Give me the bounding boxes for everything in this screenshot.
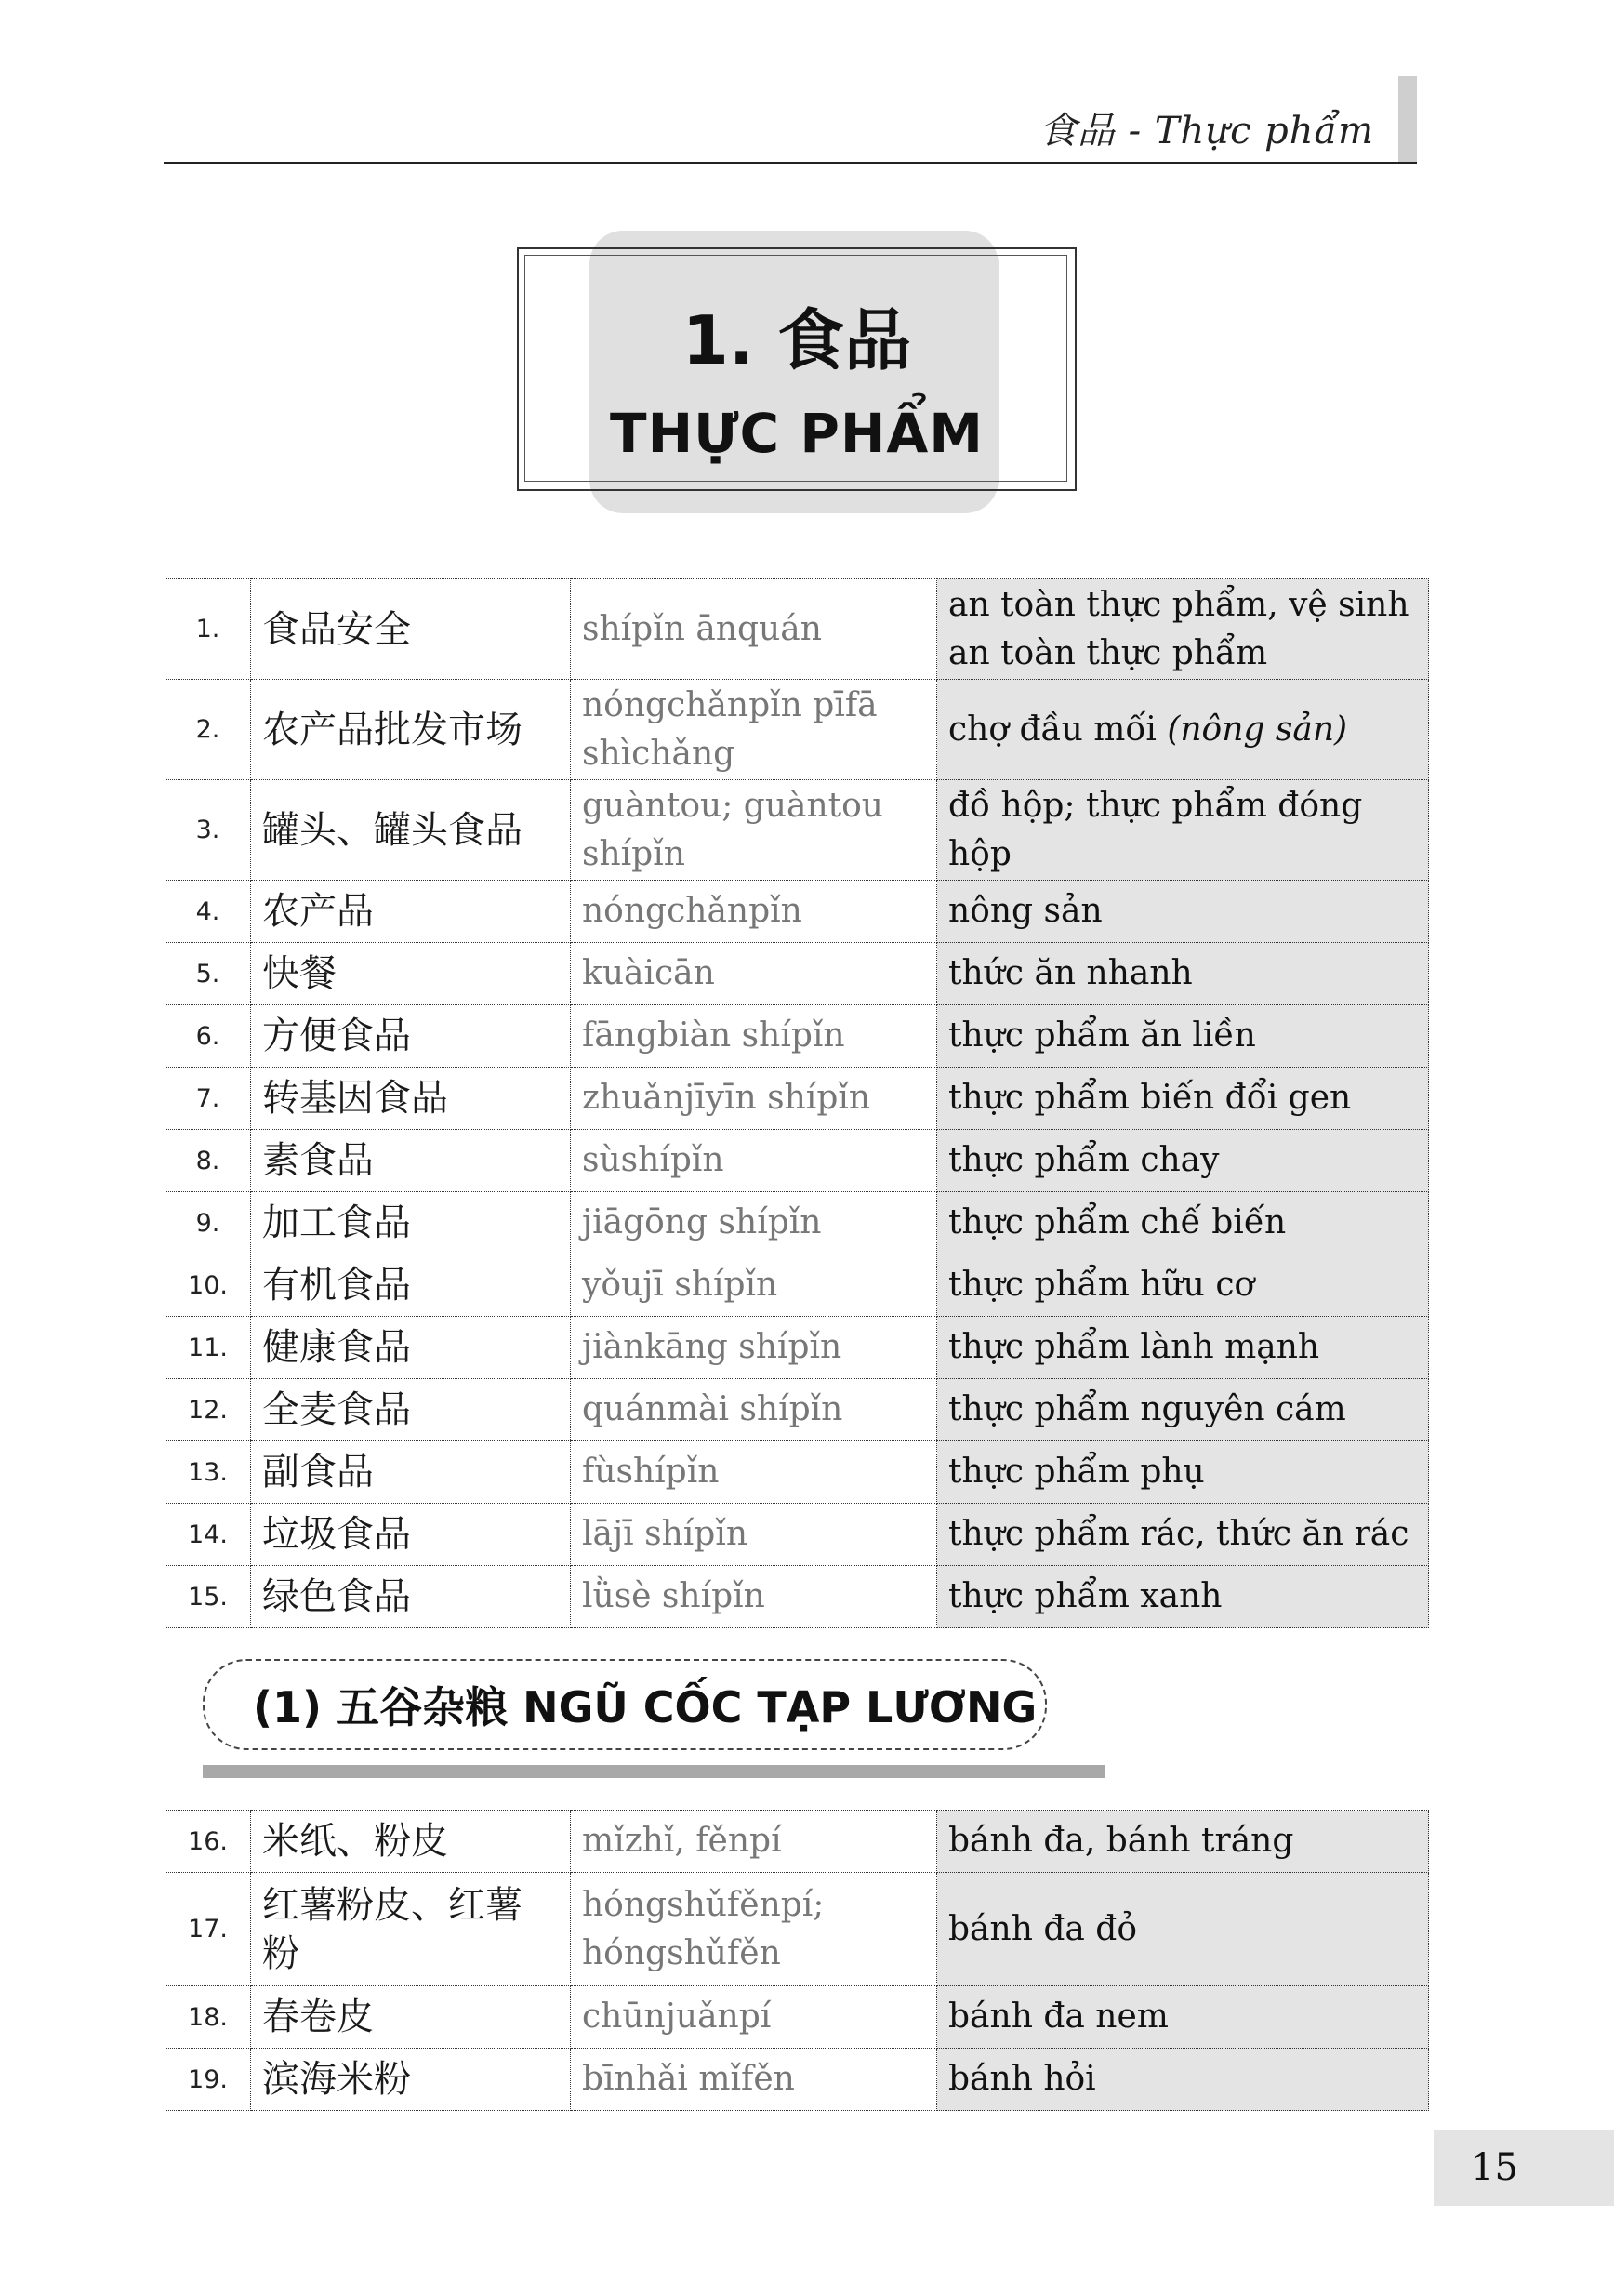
entry-vietnamese-text: đồ hộp; thực phẩm đóng hộp (948, 786, 1363, 873)
section-underline-bar (203, 1765, 1105, 1778)
entry-vietnamese (937, 1986, 1429, 2049)
entry-hanzi: 绿色食品 (251, 1566, 571, 1628)
entry-vietnamese-text: thực phẩm chế biến (948, 1203, 1287, 1241)
entry-vietnamese (937, 1005, 1429, 1068)
entry-hanzi: 食品安全 (251, 579, 571, 680)
entry-hanzi: 垃圾食品 (251, 1504, 571, 1566)
entry-pinyin: lǜsè shípǐn (571, 1566, 937, 1628)
entry-number: 5. (165, 943, 251, 1005)
vocab-row (165, 680, 1429, 780)
entry-pinyin: chūnjuǎnpí (571, 1986, 937, 2049)
vocab-row (165, 1873, 1429, 1986)
vocab-row (165, 1504, 1429, 1566)
entry-hanzi: 加工食品 (251, 1192, 571, 1254)
running-title: 食品 - Thực phẩm (1039, 110, 1374, 153)
entry-hanzi: 副食品 (251, 1441, 571, 1504)
entry-number: 10. (165, 1254, 251, 1317)
entry-number: 17. (165, 1873, 251, 1986)
entry-pinyin: lājī shípǐn (571, 1504, 937, 1566)
entry-pinyin: mǐzhǐ, fěnpí (571, 1811, 937, 1873)
vocab-row (165, 943, 1429, 1005)
entry-hanzi: 快餐 (251, 943, 571, 1005)
vocab-row (165, 1130, 1429, 1192)
entry-vietnamese (937, 1504, 1429, 1566)
entry-vietnamese-text: nông sản (948, 892, 1103, 930)
entry-vietnamese (937, 1254, 1429, 1317)
entry-pinyin: sùshípǐn (571, 1130, 937, 1192)
entry-number: 2. (165, 680, 251, 780)
vocab-row (165, 1811, 1429, 1873)
vocab-row (165, 1986, 1429, 2049)
entry-hanzi: 红薯粉皮、红薯粉 (251, 1873, 571, 1986)
entry-hanzi: 罐头、罐头食品 (251, 780, 571, 881)
vocab-row (165, 780, 1429, 881)
entry-hanzi: 方便食品 (251, 1005, 571, 1068)
entry-number: 12. (165, 1379, 251, 1441)
entry-hanzi: 健康食品 (251, 1317, 571, 1379)
entry-vietnamese (937, 881, 1429, 943)
entry-hanzi: 转基因食品 (251, 1068, 571, 1130)
entry-hanzi: 农产品 (251, 881, 571, 943)
entry-pinyin: yǒujī shípǐn (571, 1254, 937, 1317)
entry-pinyin: kuàicān (571, 943, 937, 1005)
entry-number: 13. (165, 1441, 251, 1504)
vocab-row (165, 579, 1429, 680)
entry-number: 9. (165, 1192, 251, 1254)
entry-pinyin: jiāgōng shípǐn (571, 1192, 937, 1254)
entry-vietnamese-text: thực phẩm xanh (948, 1577, 1223, 1615)
vocabulary-table-2 (165, 1810, 1429, 2111)
entry-number: 7. (165, 1068, 251, 1130)
chapter-title-vietnamese: THỰC PHẨM (610, 402, 984, 465)
entry-vietnamese (937, 1317, 1429, 1379)
entry-hanzi: 春卷皮 (251, 1986, 571, 2049)
entry-hanzi: 有机食品 (251, 1254, 571, 1317)
entry-pinyin: quánmài shípǐn (571, 1379, 937, 1441)
entry-hanzi: 滨海米粉 (251, 2049, 571, 2111)
vocab-row (165, 1317, 1429, 1379)
entry-vietnamese-text: bánh đa, bánh tráng (948, 1822, 1294, 1860)
entry-vietnamese (937, 2049, 1429, 2111)
entry-pinyin: guàntou; guàntou shípǐn (571, 780, 937, 881)
entry-number: 11. (165, 1317, 251, 1379)
entry-pinyin: shípǐn ānquán (571, 579, 937, 680)
entry-vietnamese-text: thực phẩm hữu cơ (948, 1266, 1255, 1304)
entry-vietnamese (937, 943, 1429, 1005)
vocab-row (165, 1566, 1429, 1628)
entry-vietnamese (937, 1873, 1429, 1986)
entry-vietnamese-text: thực phẩm phụ (948, 1453, 1205, 1491)
entry-pinyin: fāngbiàn shípǐn (571, 1005, 937, 1068)
entry-vietnamese-text: an toàn thực phẩm, vệ sinh an toàn thực phẩm (948, 585, 1409, 672)
vocab-row (165, 1192, 1429, 1254)
vocabulary-table-1 (165, 578, 1429, 1628)
entry-number: 16. (165, 1811, 251, 1873)
vocab-row (165, 1068, 1429, 1130)
entry-vietnamese (937, 1566, 1429, 1628)
entry-pinyin: nóngchǎnpǐn (571, 881, 937, 943)
entry-vietnamese-text: bánh đa nem (948, 1997, 1169, 2036)
entry-vietnamese (937, 680, 1429, 780)
vocab-row (165, 1005, 1429, 1068)
entry-vietnamese (937, 1130, 1429, 1192)
vocab-row (165, 881, 1429, 943)
entry-vietnamese (937, 579, 1429, 680)
entry-number: 14. (165, 1504, 251, 1566)
running-header (164, 76, 1417, 164)
entry-vietnamese-text: thực phẩm nguyên cám (948, 1390, 1346, 1428)
entry-vietnamese-note: (nông sản) (1167, 710, 1348, 749)
entry-vietnamese-text: thực phẩm chay (948, 1141, 1220, 1179)
entry-pinyin: jiànkāng shípǐn (571, 1317, 937, 1379)
entry-hanzi: 全麦食品 (251, 1379, 571, 1441)
vocab-row (165, 1379, 1429, 1441)
entry-hanzi: 农产品批发市场 (251, 680, 571, 780)
entry-vietnamese-text: thực phẩm rác, thức ăn rác (948, 1515, 1409, 1553)
entry-vietnamese-text: thực phẩm ăn liền (948, 1016, 1256, 1055)
header-edge-bar (1398, 76, 1417, 162)
entry-number: 1. (165, 579, 251, 680)
entry-number: 8. (165, 1130, 251, 1192)
entry-pinyin: fùshípǐn (571, 1441, 937, 1504)
entry-vietnamese-text: thực phẩm lành mạnh (948, 1328, 1320, 1366)
entry-vietnamese (937, 1811, 1429, 1873)
entry-vietnamese (937, 1192, 1429, 1254)
page-number: 15 (1434, 2130, 1614, 2206)
entry-vietnamese-text: thức ăn nhanh (948, 954, 1193, 992)
entry-number: 4. (165, 881, 251, 943)
entry-number: 18. (165, 1986, 251, 2049)
entry-pinyin: bīnhǎi mǐfěn (571, 2049, 937, 2111)
entry-vietnamese (937, 1068, 1429, 1130)
entry-vietnamese (937, 1379, 1429, 1441)
entry-vietnamese-text: thực phẩm biến đổi gen (948, 1079, 1352, 1117)
vocab-row (165, 2049, 1429, 2111)
section-heading-text: (1) 五谷杂粮 NGŨ CỐC TẠP LƯƠNG (253, 1682, 1038, 1732)
entry-pinyin: hóngshǔfěnpí; hóngshǔfěn (571, 1873, 937, 1986)
entry-number: 3. (165, 780, 251, 881)
entry-pinyin: nóngchǎnpǐn pīfā shìchǎng (571, 680, 937, 780)
entry-vietnamese-text: chợ đầu mối (948, 710, 1157, 749)
entry-vietnamese (937, 1441, 1429, 1504)
entry-vietnamese-text: bánh đa đỏ (948, 1909, 1137, 1948)
entry-number: 15. (165, 1566, 251, 1628)
chapter-title-chinese: 1. 食品 (681, 301, 912, 379)
entry-number: 6. (165, 1005, 251, 1068)
vocab-row (165, 1254, 1429, 1317)
entry-pinyin: zhuǎnjīyīn shípǐn (571, 1068, 937, 1130)
entry-hanzi: 米纸、粉皮 (251, 1811, 571, 1873)
chapter-title-box (517, 229, 1077, 515)
entry-hanzi: 素食品 (251, 1130, 571, 1192)
entry-vietnamese (937, 780, 1429, 881)
entry-vietnamese-text: bánh hỏi (948, 2060, 1096, 2098)
vocab-row (165, 1441, 1429, 1504)
section-heading (197, 1659, 1105, 1778)
entry-number: 19. (165, 2049, 251, 2111)
